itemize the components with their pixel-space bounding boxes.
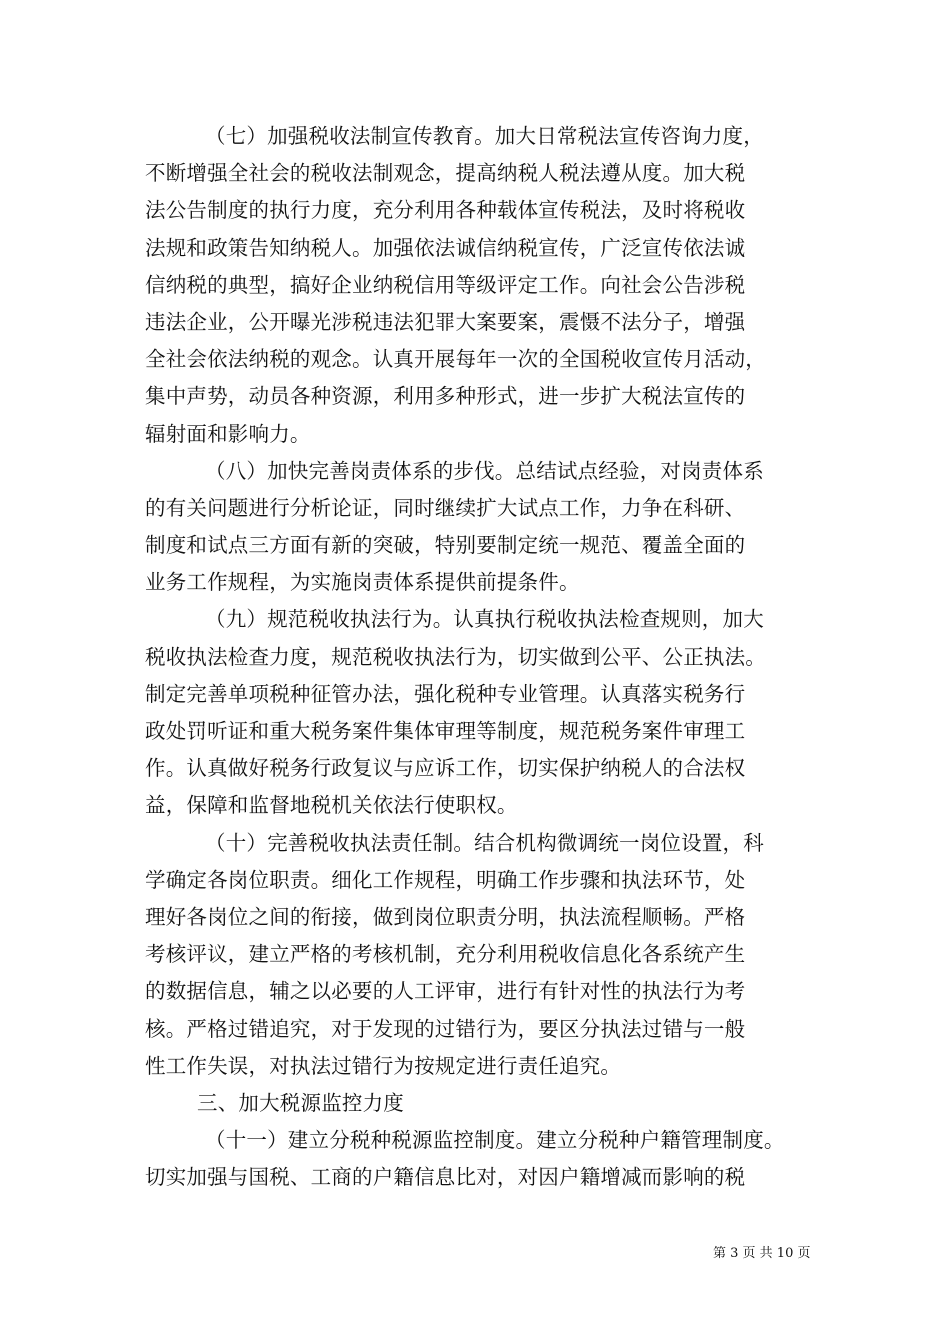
text-line: （八）加快完善岗责体系的步伐。总结试点经验，对岗责体系 <box>205 458 764 483</box>
page-footer: 第 3 页 共 10 页 <box>713 1246 811 1261</box>
text-line: 作。认真做好税务行政复议与应诉工作，切实保护纳税人的合法权 <box>145 756 746 781</box>
text-line: 核。严格过错追究，对于发现的过错行为，要区分执法过错与一般 <box>145 1016 746 1041</box>
text-line: 集中声势，动员各种资源，利用多种形式，进一步扩大税法宣传的 <box>145 384 746 409</box>
text-line: 制定完善单项税种征管办法，强化税种专业管理。认真落实税务行 <box>145 681 746 706</box>
text-line: 考核评议，建立严格的考核机制，充分利用税收信息化各系统产生 <box>145 942 746 967</box>
text-line: 违法企业，公开曝光涉税违法犯罪大案要案，震慑不法分子，增强 <box>145 309 746 334</box>
section-heading: 三、加大税源监控力度 <box>197 1090 404 1115</box>
text-line: 不断增强全社会的税收法制观念，提高纳税人税法遵从度。加大税 <box>145 161 746 186</box>
text-line: 信纳税的典型，搞好企业纳税信用等级评定工作。向社会公告涉税 <box>145 272 746 297</box>
text-line: 政处罚听证和重大税务案件集体审理等制度，规范税务案件审理工 <box>145 719 746 743</box>
text-line: （十）完善税收执法责任制。结合机构微调统一岗位设置，科 <box>205 830 764 855</box>
text-line: 制度和试点三方面有新的突破，特别要制定统一规范、覆盖全面的 <box>145 533 746 558</box>
text-line: 法公告制度的执行力度，充分利用各种载体宣传税法，及时将税收 <box>145 198 746 223</box>
text-line: 学确定各岗位职责。细化工作规程，明确工作步骤和执法环节，处 <box>145 867 746 892</box>
text-line: 理好各岗位之间的衔接，做到岗位职责分明，执法流程顺畅。严格 <box>145 904 746 929</box>
text-line: 全社会依法纳税的观念。认真开展每年一次的全国税收宣传月活动， <box>145 347 766 372</box>
text-line: 税收执法检查力度，规范税收执法行为，切实做到公平、公正执法。 <box>145 644 766 669</box>
body-text <box>145 118 810 1196</box>
text-line: 的有关问题进行分析论证，同时继续扩大试点工作，力争在科研、 <box>145 495 746 520</box>
text-line: （七）加强税收法制宣传教育。加大日常税法宣传咨询力度， <box>205 124 764 148</box>
text-line: 益，保障和监督地税机关依法行使职权。 <box>145 793 518 818</box>
text-line: 辐射面和影响力。 <box>145 421 311 446</box>
text-line: 的数据信息，辅之以必要的人工评审，进行有针对性的执法行为考 <box>145 979 746 1004</box>
text-line: 性工作失误，对执法过错行为按规定进行责任追究。 <box>145 1053 622 1078</box>
text-line: （九）规范税收执法行为。认真执行税收执法检查规则，加大 <box>205 607 764 632</box>
text-line: 业务工作规程，为实施岗责体系提供前提条件。 <box>145 570 580 595</box>
text-line: 切实加强与国税、工商的户籍信息比对，对因户籍增减而影响的税 <box>145 1165 746 1190</box>
text-line: （十一）建立分税种税源监控制度。建立分税种户籍管理制度。 <box>205 1128 785 1153</box>
text-line: 法规和政策告知纳税人。加强依法诚信纳税宣传，广泛宣传依法诚 <box>145 235 746 260</box>
